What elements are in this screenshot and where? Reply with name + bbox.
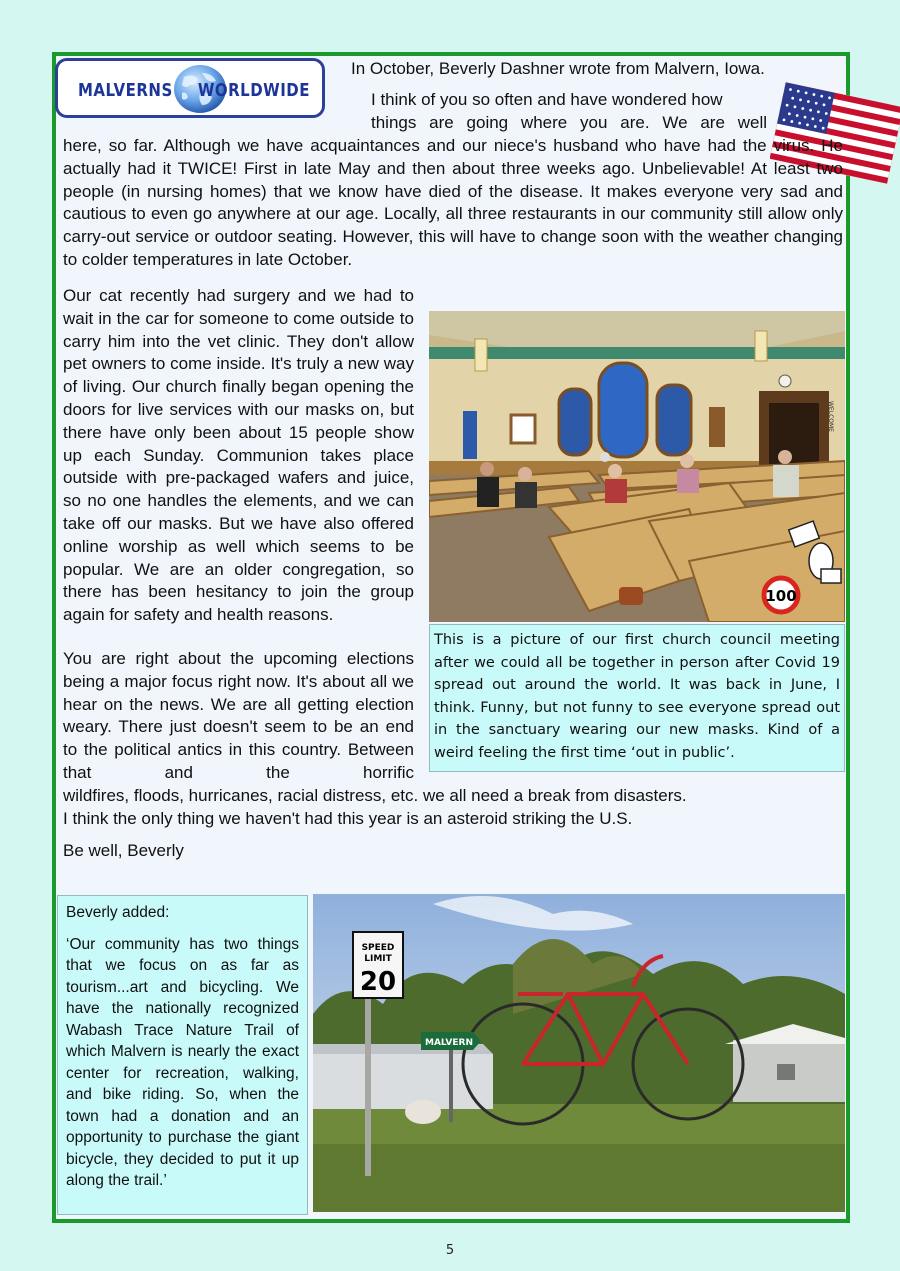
welcome-sign: WELCOME [827, 401, 834, 432]
letter-para3: You are right about the upcoming elections being a major focus right now. It's about all we hear on the news. We are all getting election weary. There just doesn't seem to be an end to the political antics in this country. Between that and the horrific [63, 649, 414, 782]
sidebar-heading: Beverly added: [66, 904, 170, 921]
speed-sign-top: SPEED [361, 943, 395, 953]
page-number: 5 [445, 1243, 455, 1258]
letter-para1-line2: things are going where you are. We are well [371, 113, 767, 132]
letter-para1: here, so far. Although we have acquaintances and our niece's husband who have had the virus. He actually had it TWICE! First in late May and then about three weeks ago. Unbelievable! At least two people (in nursing homes) that we know have died of the disease. It makes everyone very sad and cautious to even go anywhere at our age. Locally, all three restaurants in our community still allow only carry-out service or outdoor seating. However, this will have to change soon with the weather changing to colder temperatures in late October. [63, 136, 843, 269]
malverns-worldwide-logo [55, 58, 325, 118]
church-photo-caption: This is a picture of our first church council meeting after we could all be together in person after Covid 19 spread out around the world. It was back in June, I think. Funny, but not funny to see everyone spread out in the sanctuary wearing our new masks. Kind of a weird feeling the first time ‘out in public’. [429, 624, 845, 772]
letter-para2: Our cat recently had surgery and we had to wait in the car for someone to come outside to carry him into the vet clinic. They don't allow pet owners to come inside. It's truly a new way of living. Our church finally began opening the doors for live services with our masks on, but there have only been about 15 people show up each Sunday. Communion takes place outside with pre-packaged wafers and juice, so no one handles the elements, and we can take off our masks. But we have also offered online worship as well which seems to be popular. We are an older congregation, so there has been hesitancy to join the group again for safety and health reasons. [63, 286, 414, 625]
letter-para3-end: wildfires, floods, hurricanes, racial distress, etc. we all need a break from disasters. [63, 786, 687, 805]
speed-sign-mid: LIMIT [364, 954, 392, 964]
speed-sign-number: 20 [359, 967, 397, 997]
logo-left-word: MALVERNS [78, 79, 173, 101]
church-photo [429, 311, 845, 622]
sidebar-body: ‘Our community has two things that we focus on as far as tourism...art and bicycling. We have the nationally recognized Wabash Trace Nature Trail of which Malvern is nearly the exact center for recreation, walking, and bike riding. So, when the town had a donation and an opportunity to purchase the giant bicycle, they decided to put it up along the trail.’ [66, 935, 299, 1189]
letter-signoff: Be well, Beverly [63, 841, 184, 860]
street-sign: MALVERN [425, 1038, 473, 1048]
beverly-added-box [57, 895, 308, 1215]
giant-bicycle-photo [313, 894, 845, 1212]
letter-intro: In October, Beverly Dashner wrote from Malvern, Iowa. [351, 59, 765, 78]
logo-right-word: WORLDWIDE [197, 79, 310, 101]
letter-para1-line1: I think of you so often and have wondered how [371, 90, 723, 109]
badge-100: 100 [765, 587, 797, 605]
letter-para4: I think the only thing we haven't had this year is an asteroid striking the U.S. [63, 809, 633, 828]
